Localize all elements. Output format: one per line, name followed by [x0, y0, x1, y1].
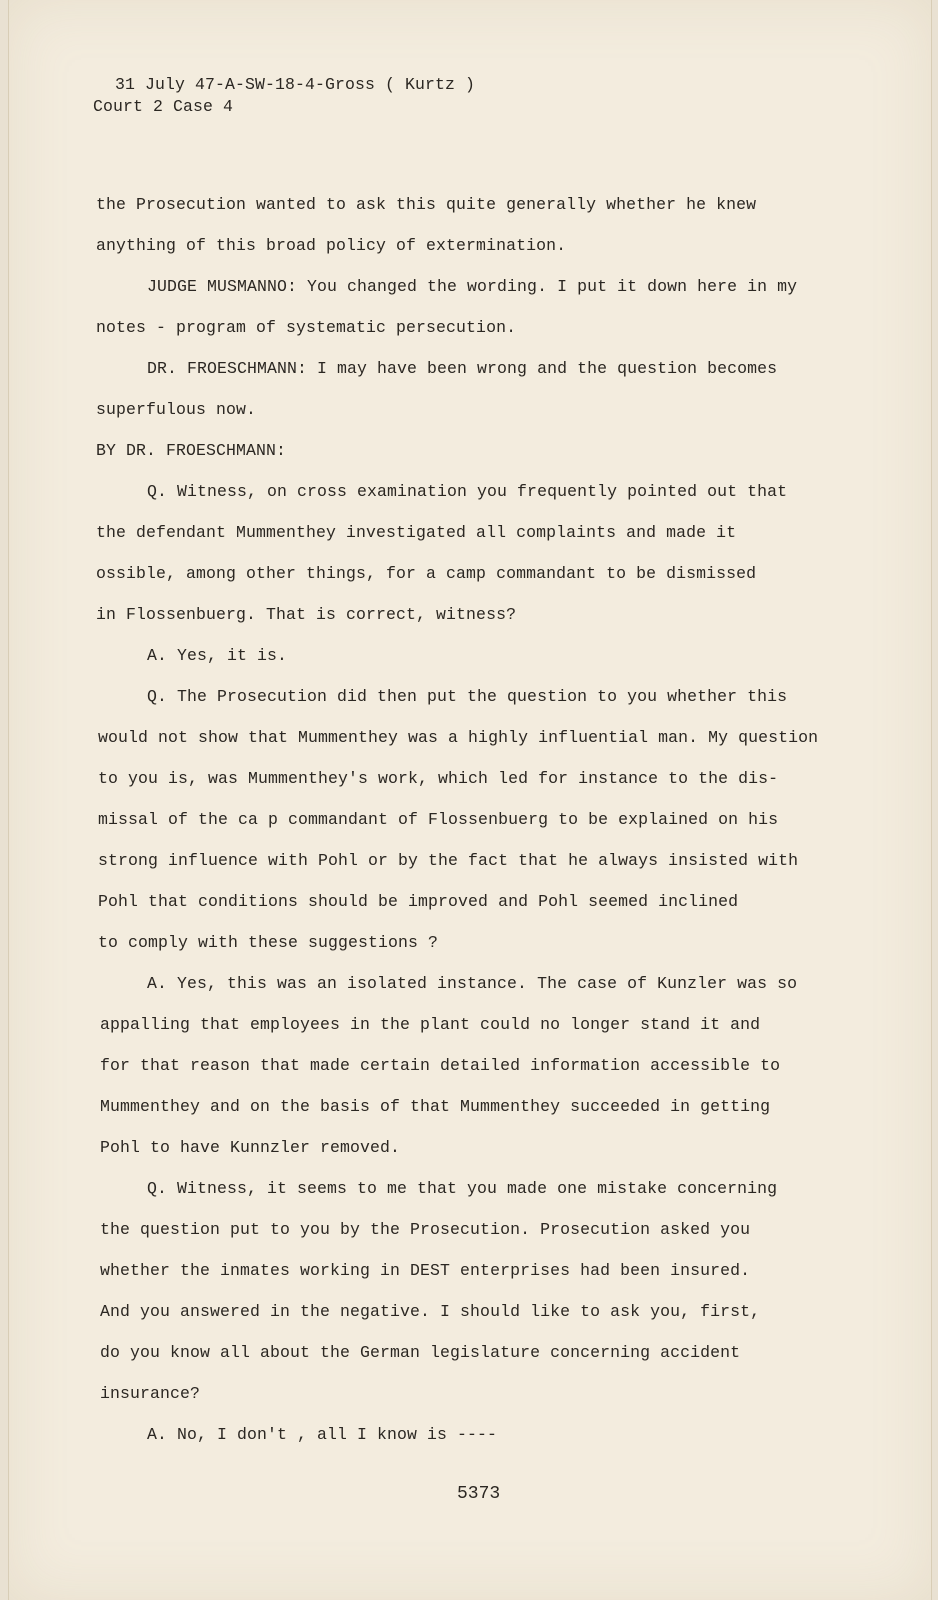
- text-line: to you is, was Mummenthey's work, which led for instance to the dis-: [98, 769, 779, 788]
- text-line: A. No, I don't , all I know is ----: [147, 1425, 498, 1444]
- text-line: superfulous now.: [96, 400, 257, 419]
- text-line: ossible, among other things, for a camp commandant to be dismissed: [96, 564, 757, 583]
- text-line: And you answered in the negative. I should like to ask you, first,: [100, 1302, 761, 1321]
- text-line: Q. Witness, it seems to me that you made one mistake concerning: [147, 1179, 778, 1198]
- text-line: appalling that employees in the plant could no longer stand it and: [100, 1015, 761, 1034]
- text-line: the defendant Mummenthey investigated all complaints and made it: [96, 523, 737, 542]
- text-line: the question put to you by the Prosecution. Prosecution asked you: [100, 1220, 751, 1239]
- text-line: missal of the ca p commandant of Flossenbuerg to be explained on his: [98, 810, 779, 829]
- text-line: Pohl that conditions should be improved and Pohl seemed inclined: [98, 892, 739, 911]
- text-line: for that reason that made certain detailed information accessible to: [100, 1056, 781, 1075]
- text-line: whether the inmates working in DEST enterprises had been insured.: [100, 1261, 751, 1280]
- text-line: notes - program of systematic persecution.: [96, 318, 517, 337]
- text-line: do you know all about the German legislature concerning accident: [100, 1343, 741, 1362]
- text-line: insurance?: [100, 1384, 201, 1403]
- text-line: in Flossenbuerg. That is correct, witness?: [96, 605, 517, 624]
- text-line: to comply with these suggestions ?: [98, 933, 439, 952]
- text-line: Mummenthey and on the basis of that Mummenthey succeeded in getting: [100, 1097, 771, 1116]
- text-line: the Prosecution wanted to ask this quite generally whether he knew: [96, 195, 757, 214]
- text-line: would not show that Mummenthey was a highly influential man. My question: [98, 728, 819, 747]
- document-page: [8, 0, 932, 1600]
- header-case-reference: 31 July 47-A-SW-18-4-Gross ( Kurtz ): [115, 75, 476, 94]
- text-line: JUDGE MUSMANNO: You changed the wording. I put it down here in my: [147, 277, 798, 296]
- text-line: BY DR. FROESCHMANN:: [96, 441, 287, 460]
- text-line: A. Yes, this was an isolated instance. The case of Kunzler was so: [147, 974, 798, 993]
- text-line: DR. FROESCHMANN: I may have been wrong and the question becomes: [147, 359, 778, 378]
- text-line: anything of this broad policy of extermination.: [96, 236, 567, 255]
- text-line: strong influence with Pohl or by the fact that he always insisted with: [98, 851, 799, 870]
- text-line: Pohl to have Kunnzler removed.: [100, 1138, 401, 1157]
- text-line: Q. The Prosecution did then put the question to you whether this: [147, 687, 788, 706]
- header-court-case: Court 2 Case 4: [93, 97, 234, 116]
- text-line: A. Yes, it is.: [147, 646, 288, 665]
- page-number: 5373: [457, 1484, 501, 1504]
- text-line: Q. Witness, on cross examination you frequently pointed out that: [147, 482, 788, 501]
